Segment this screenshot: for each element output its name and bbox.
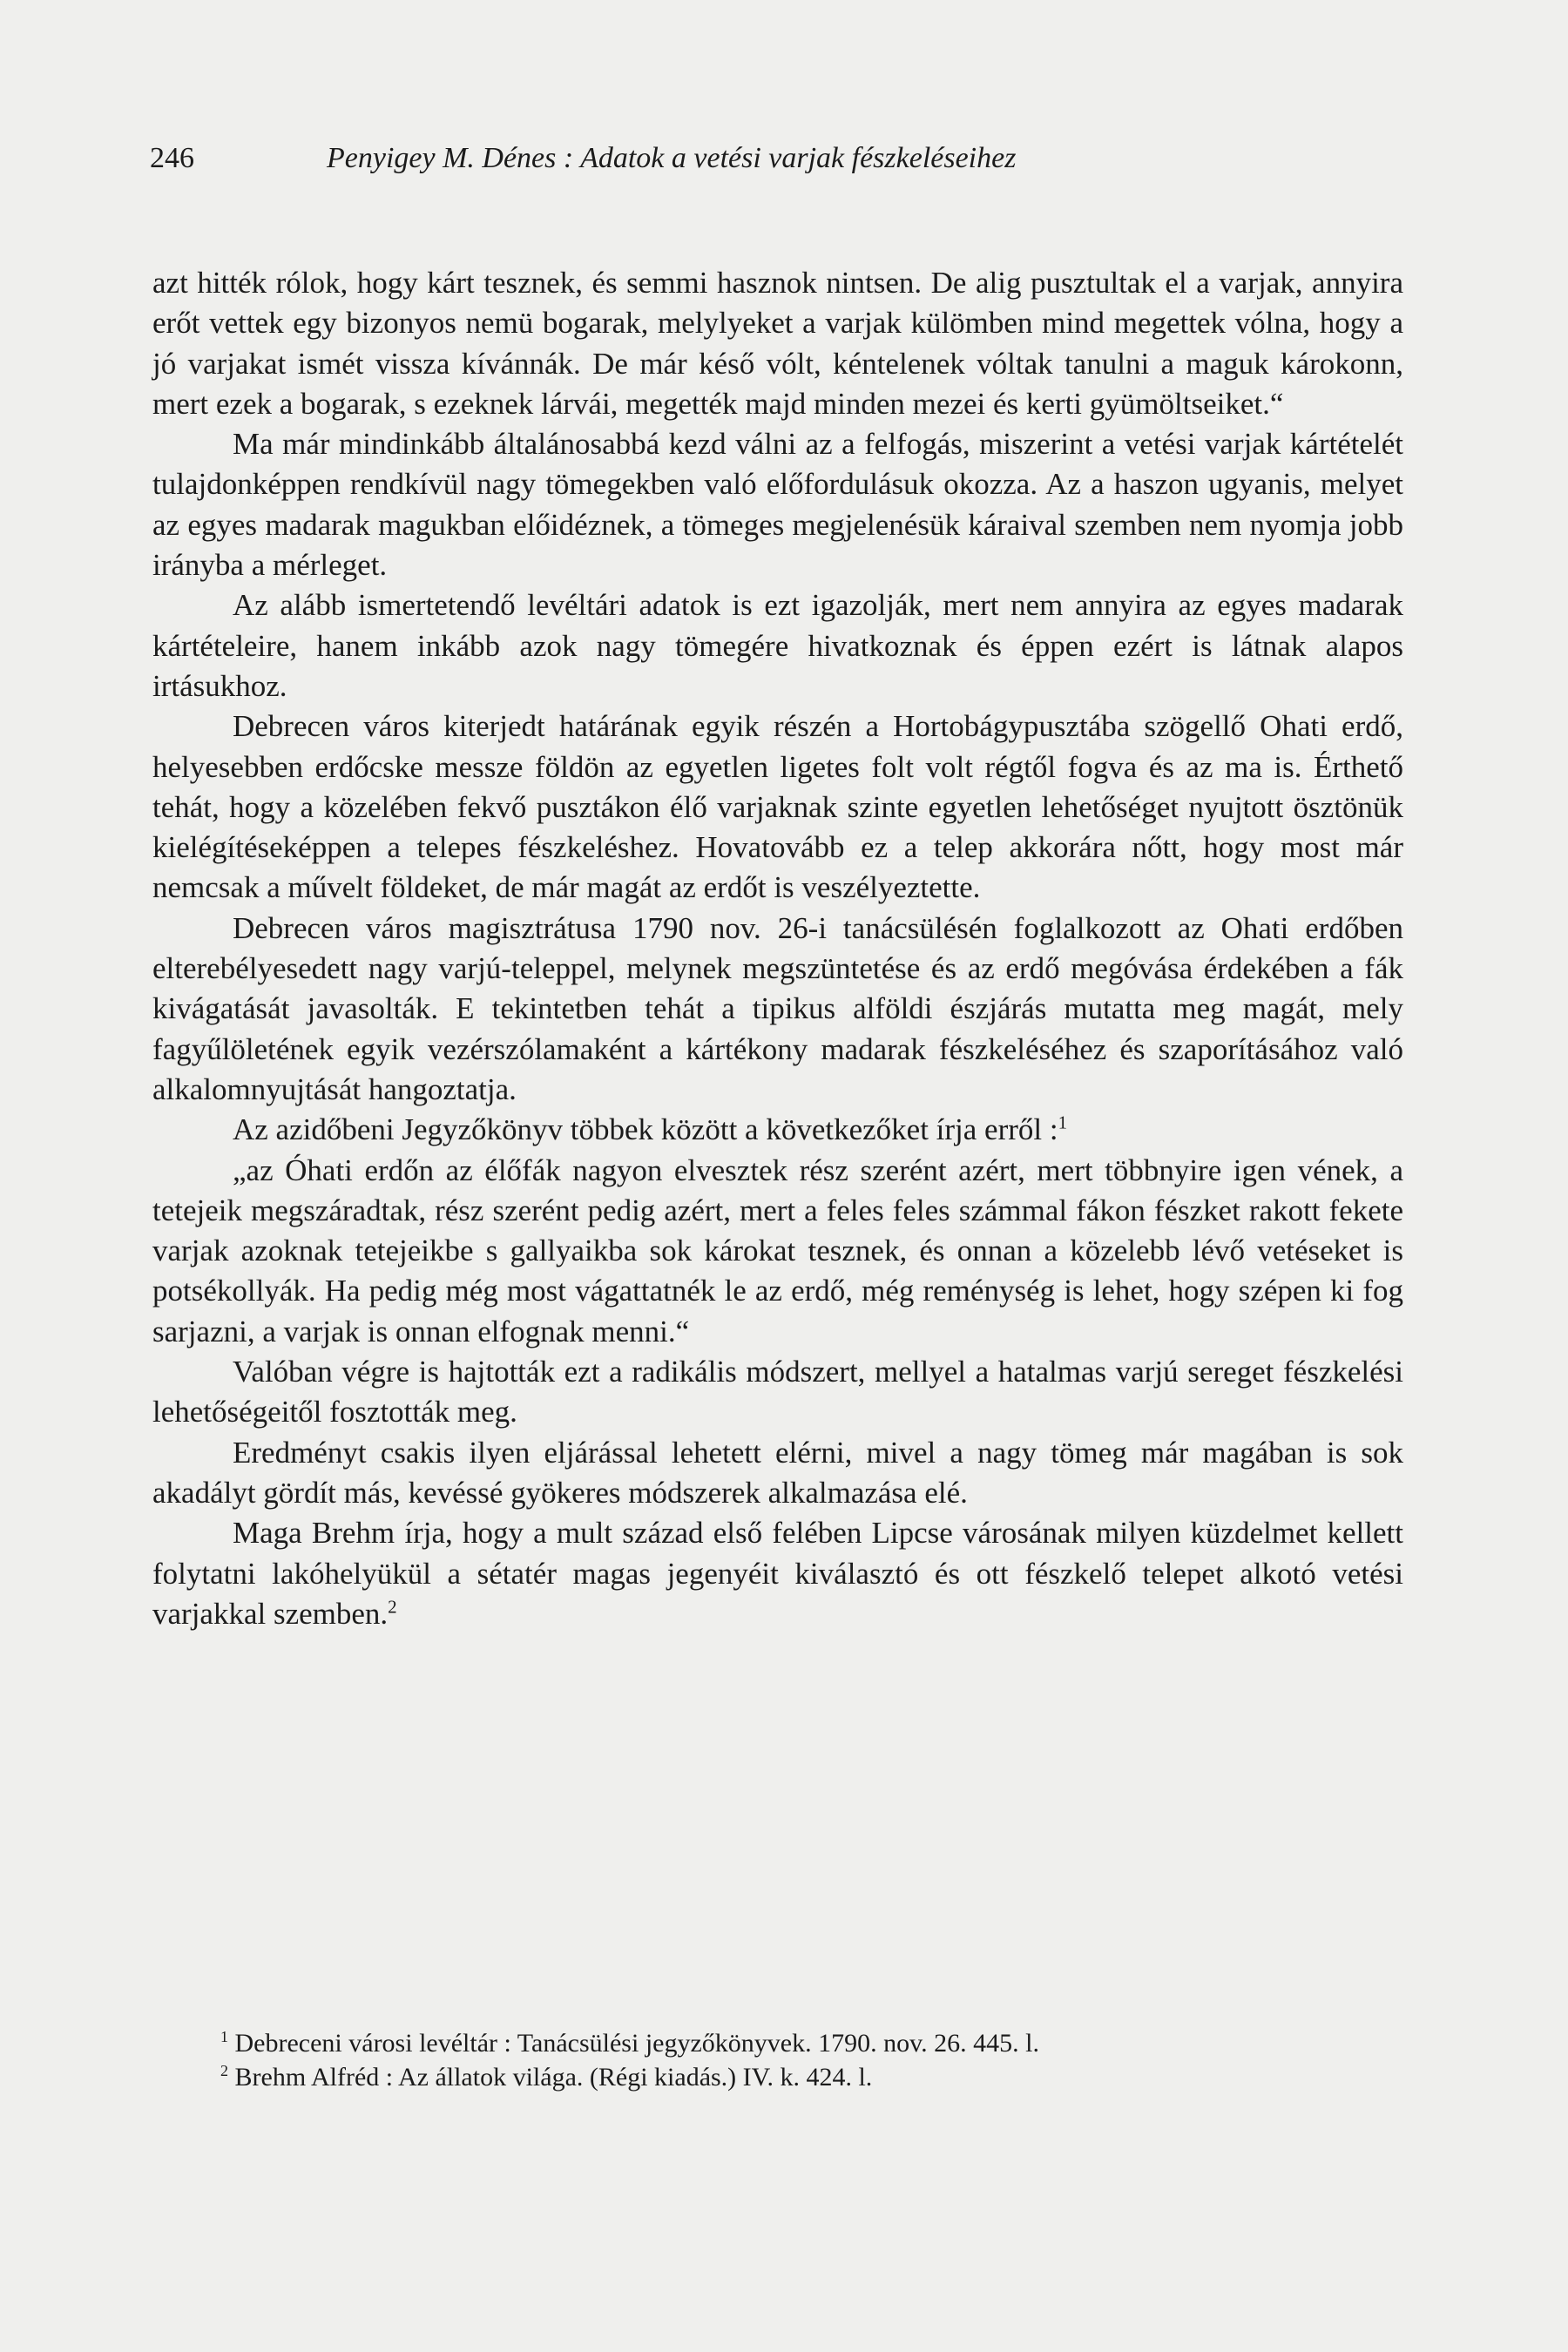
paragraph-3: Az alább ismertetendő levéltári adatok is ezt igazolják, mert nem annyira az egyes madarak kártételeire, hanem inkább azok nagy tömegére hivatkoznak és éppen ezért is látnak alapos irtásukhoz. — [152, 588, 1403, 703]
paragraph-6 — [152, 1110, 1403, 1150]
footnote-text-1: Debreceni városi levéltár : Tanácsülési jegyzőkönyvek. 1790. nov. 26. 445. l. — [228, 2029, 1039, 2058]
footnote-ref-2: 2 — [388, 1596, 397, 1618]
footnote-1 — [152, 2026, 1403, 2060]
paragraph-5: Debrecen város magisztrátusa 1790 nov. 26-i tanácsülésén foglalkozott az Ohati erdőben elterebélyesedett nagy varjú-teleppel, melynek megszüntetése és az erdő megóvása érdekében a fák kivágatását javasolták. E tekintetben tehát a tipikus alföldi észjárás mutatta meg magát, mely fagyűlöletének egyik vezérszólamaként a kártékony madarak fészkeléséhez és szaporításához való alkalomnyujtását hangoztatja. — [152, 910, 1403, 1106]
paragraph-10 — [152, 1513, 1403, 1634]
footnotes — [152, 2026, 1403, 2094]
paragraph-8: Valóban végre is hajtották ezt a radikális módszert, mellyel a hatalmas varjú sereget fészkelési lehetőségeitől fosztották meg. — [152, 1355, 1403, 1429]
paragraph-9: Eredményt csakis ilyen eljárással lehetett elérni, mivel a nagy tömeg már magában is sok akadályt gördít más, kevéssé gyökeres módszerek alkalmazása elé. — [152, 1435, 1403, 1510]
paragraph-6-text: Az azidőbeni Jegyzőkönyv többek között a következőket írja erről : — [233, 1112, 1058, 1147]
running-title: Penyigey M. Dénes : Adatok a vetési varjak fészkeléseihez — [327, 142, 1017, 174]
paragraph-7-quotation: „az Óhati erdőn az élőfák nagyon elvesztek rész szerént azért, mert többnyire igen vének, a tetejeik megszáradtak, rész szerént pedig azért, mert a feles feles számmal fákon fészket rakott fekete varjak azoknak tetejeikbe s gallyaikba sok károkat tesznek, és onnan a közelebb lévő vetéseket is potsékollyák. Ha pedig még most vágattatnék le az erdő, még reménység is lehet, hogy szépen ki fog sarjazni, a varjak is onnan elfognak menni.“ — [152, 1152, 1403, 1348]
footnote-ref-1: 1 — [1058, 1112, 1068, 1133]
body-text — [152, 263, 1403, 1634]
paragraph-10-text: Maga Brehm írja, hogy a mult század első felében Lipcse városának milyen küzdelmet kellett folytatni lakóhelyükül a sétatér magas jegenyéit kiválasztó és ott fészkelő telepet alkotó vetési varjakkal szemben. — [152, 1516, 1403, 1631]
running-head — [150, 139, 1404, 178]
footnote-mark-1: 1 — [220, 2028, 228, 2045]
paragraph-4: Debrecen város kiterjedt határának egyik részén a Hortobágypusztába szögellő Ohati erdő, helyesebben erdőcske messze földön az egyetlen ligetes folt volt régtől fogva és az ma is. Érthető tehát, hogy a közelében fekvő pusztákon élő varjaknak szinte egyetlen lehetőséget nyujtott ösztönük kielégítéseképpen a telepes fészkeléshez. Hovatovább ez a telep akkorára nőtt, hogy most már nemcsak a művelt földeket, de már magát az erdőt is veszélyeztette. — [152, 709, 1403, 905]
footnote-text-2: Brehm Alfréd : Az állatok világa. (Régi kiadás.) IV. k. 424. l. — [228, 2063, 873, 2092]
page-number: 246 — [150, 142, 194, 174]
footnote-mark-2: 2 — [220, 2062, 228, 2079]
paragraph-2: Ma már mindinkább általánosabbá kezd válni az a felfogás, miszerint a vetési varjak kártételét tulajdonképpen rendkívül nagy tömegekben való előfordulásuk okozza. Az a haszon ugyanis, melyet az egyes madarak magukban előidéznek, a tömeges megjelenésük káraival szemben nem nyomja jobb irányba a mérleget. — [152, 427, 1403, 583]
paragraph-1: azt hitték rólok, hogy kárt tesznek, és semmi hasznok nintsen. De alig pusztultak el a varjak, annyira erőt vettek egy bizonyos nemü bogarak, melylyeket a varjak külömben mind megettek vólna, hogy a jó varjakat ismét vissza kívánnák. De már késő vólt, kéntelenek vóltak tanulni a maguk károkonn, mert ezek a bogarak, s ezeknek lárvái, megették majd minden mezei és kerti gyümöltseiket.“ — [152, 266, 1403, 421]
footnote-2 — [152, 2060, 1403, 2094]
